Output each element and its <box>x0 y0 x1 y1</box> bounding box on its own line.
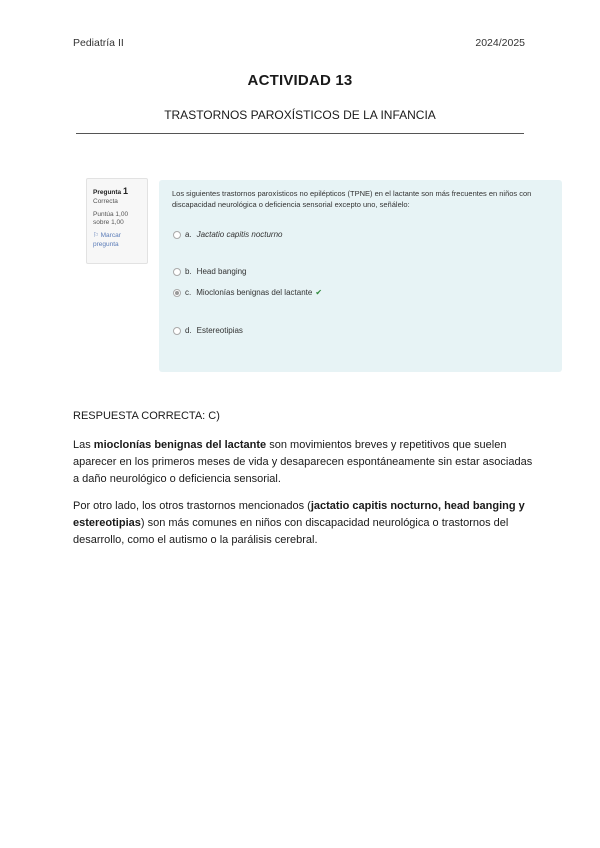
question-number: Pregunta 1 <box>93 186 128 196</box>
quiz-screenshot <box>86 178 564 374</box>
option-b[interactable]: b. Head banging <box>173 267 247 276</box>
option-b-text: Head banging <box>196 267 247 276</box>
flag-icon: ⚐ <box>93 232 99 240</box>
question-score: Puntúa 1,00 sobre 1,00 <box>93 210 129 227</box>
option-c[interactable]: c. Mioclonías benignas del lactante ✔ <box>173 288 322 297</box>
explanation-paragraph-2: Por otro lado, los otros trastornos mencionados (jactatio capitis nocturno, head banging y estereotipias) son más comunes en niños con discapacidad neurológica o trastornos del desarrollo, como el autismo o la parálisis cerebral. <box>73 500 525 546</box>
page-title: ACTIVIDAD 13 <box>247 72 353 89</box>
option-d-text: Estereotipias <box>196 326 243 335</box>
radio-b[interactable] <box>173 268 181 276</box>
divider <box>76 133 524 134</box>
option-d[interactable]: d. Estereotipias <box>173 326 243 335</box>
header-course: Pediatría II <box>73 37 124 49</box>
explanation-paragraph-1: Las mioclonías benignas del lactante son movimientos breves y repetitivos que suelen aparecer en los primeros meses de vida y desaparecen espontáneamente sin estar asociadas a daño neurológico o deficiencia sensorial. <box>73 439 533 485</box>
question-text: Los siguientes trastornos paroxísticos no epilépticos (TPNE) en el lactante son más frecuentes en niños con discapacidad neurológica o deficiencia sensorial excepto uno, señálelo: <box>172 189 532 210</box>
correct-answer-line: RESPUESTA CORRECTA: C) <box>73 410 220 422</box>
option-a[interactable]: a. Jactatio capitis nocturno <box>173 230 283 239</box>
radio-d[interactable] <box>173 327 181 335</box>
radio-a[interactable] <box>173 231 181 239</box>
option-a-text: Jactatio capitis nocturno <box>196 230 283 239</box>
question-box <box>159 180 562 372</box>
option-c-text: Mioclonías benignas del lactante <box>196 288 313 297</box>
header-year: 2024/2025 <box>475 37 525 49</box>
question-info-panel <box>86 178 148 264</box>
flag-question-link[interactable]: ⚐ Marcar pregunta <box>93 232 121 248</box>
page-subtitle: TRASTORNOS PAROXÍSTICOS DE LA INFANCIA <box>164 108 436 122</box>
question-status: Correcta <box>93 197 118 205</box>
check-icon: ✔ <box>315 288 323 297</box>
radio-c[interactable] <box>173 289 181 297</box>
